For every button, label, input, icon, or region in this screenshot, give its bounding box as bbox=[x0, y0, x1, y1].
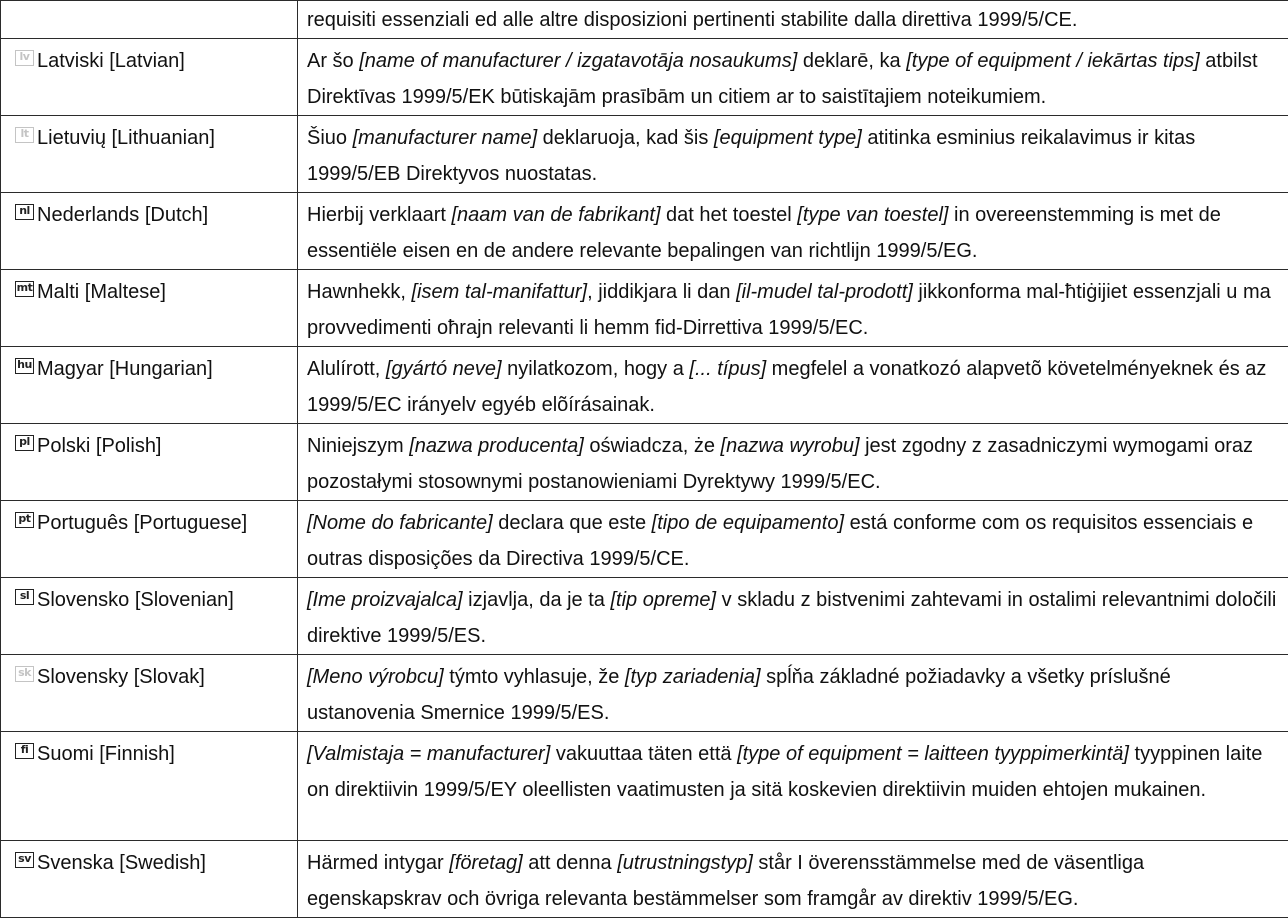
statement-text: izjavlja, da je ta bbox=[463, 589, 611, 611]
statement-text: vakuuttaa täten että bbox=[550, 743, 737, 765]
placeholder-text: [företag] bbox=[449, 852, 522, 874]
placeholder-text: [naam van de fabrikant] bbox=[451, 204, 660, 226]
language-cell bbox=[1, 39, 298, 116]
language-name: Nederlands [Dutch] bbox=[37, 204, 208, 226]
statement-text: jest zgodny z zasadniczymi wymogami oraz pozostałymi stosownymi postanowieniami Dyrektywy 1999/5/EC. bbox=[307, 435, 1253, 493]
placeholder-text: [typ zariadenia] bbox=[625, 666, 761, 688]
statement-text: oświadcza, że bbox=[584, 435, 721, 457]
placeholder-text: [il-mudel tal-prodott] bbox=[736, 281, 913, 303]
statement-text: v skladu z bistvenimi zahtevami in ostalimi relevantnimi določili direktive 1999/5/ES. bbox=[307, 589, 1276, 647]
declaration-text bbox=[298, 347, 1288, 424]
statement-text: Niniejszym bbox=[307, 435, 409, 457]
placeholder-text: [type of equipment / iekārtas tips] bbox=[906, 50, 1200, 72]
placeholder-text: [gyártó neve] bbox=[386, 358, 502, 380]
declaration-text bbox=[298, 655, 1288, 732]
pt-flag-icon: pt bbox=[15, 512, 34, 528]
placeholder-text: [type van toestel] bbox=[797, 204, 948, 226]
pl-flag-icon: pl bbox=[15, 435, 34, 451]
statement-text: deklaruoja, kad šis bbox=[537, 127, 714, 149]
statement-text: Hawnhekk, bbox=[307, 281, 412, 303]
nl-flag-icon: nl bbox=[15, 204, 34, 220]
placeholder-text: [tip opreme] bbox=[610, 589, 716, 611]
table-row bbox=[1, 1, 1288, 39]
placeholder-text: [Nome do fabricante] bbox=[307, 512, 493, 534]
language-name: Polski [Polish] bbox=[37, 435, 162, 457]
language-cell bbox=[1, 270, 298, 347]
fi-flag-icon: fi bbox=[15, 743, 34, 759]
statement-text: Hierbij verklaart bbox=[307, 204, 451, 226]
declaration-text bbox=[298, 116, 1288, 193]
language-cell bbox=[1, 116, 298, 193]
language-cell bbox=[1, 193, 298, 270]
declaration-text bbox=[298, 841, 1288, 918]
language-cell bbox=[1, 655, 298, 732]
declaration-rows bbox=[1, 1, 1288, 918]
table-row bbox=[1, 39, 1288, 116]
language-cell bbox=[1, 424, 298, 501]
placeholder-text: [Meno výrobcu] bbox=[307, 666, 444, 688]
placeholder-text: [type of equipment = laitteen tyyppimerkintä] bbox=[737, 743, 1129, 765]
language-name: Lietuvių [Lithuanian] bbox=[37, 127, 215, 149]
language-name: Malti [Maltese] bbox=[37, 281, 166, 303]
language-name: Svenska [Swedish] bbox=[37, 852, 206, 874]
sl-flag-icon: sl bbox=[15, 589, 34, 605]
statement-text: Šiuo bbox=[307, 127, 353, 149]
placeholder-text: [... típus] bbox=[689, 358, 766, 380]
language-name: Magyar [Hungarian] bbox=[37, 358, 213, 380]
table-row bbox=[1, 193, 1288, 270]
declaration-text bbox=[298, 39, 1288, 116]
table-row bbox=[1, 578, 1288, 655]
statement-text: atbilst Direktīvas 1999/5/EK būtiskajām prasībām un citiem ar to saistītajiem noteikumiem. bbox=[307, 50, 1258, 108]
declaration-text bbox=[298, 270, 1288, 347]
statement-text: megfelel a vonatkozó alapvetõ követelményeknek és az 1999/5/EC irányelv egyéb elõírásainak. bbox=[307, 358, 1266, 416]
statement-text: jikkonforma mal-ħtiġijiet essenzjali u ma provvedimenti oħrajn relevanti li hemm fid-Dirrettiva 1999/5/EC. bbox=[307, 281, 1271, 339]
statement-text: , jiddikjara li dan bbox=[587, 281, 736, 303]
declaration-text bbox=[298, 501, 1288, 578]
language-cell bbox=[1, 732, 298, 841]
statement-text: dat het toestel bbox=[661, 204, 798, 226]
language-name: Slovensko [Slovenian] bbox=[37, 589, 234, 611]
lv-flag-icon: lv bbox=[15, 50, 34, 66]
language-name: Latviski [Latvian] bbox=[37, 50, 185, 72]
language-cell bbox=[1, 347, 298, 424]
mt-flag-icon: mt bbox=[15, 281, 34, 297]
placeholder-text: [nazwa wyrobu] bbox=[721, 435, 860, 457]
declaration-text bbox=[298, 1, 1288, 39]
placeholder-text: [nazwa producenta] bbox=[409, 435, 584, 457]
declaration-text bbox=[298, 732, 1288, 841]
statement-text: deklarē, ka bbox=[797, 50, 906, 72]
table-row bbox=[1, 655, 1288, 732]
statement-text: declara que este bbox=[493, 512, 652, 534]
table-row bbox=[1, 732, 1288, 841]
sk-flag-icon: sk bbox=[15, 666, 34, 682]
statement-text: spĺňa základné požiadavky a všetky príslušné ustanovenia Smernice 1999/5/ES. bbox=[307, 666, 1171, 724]
declaration-text bbox=[298, 193, 1288, 270]
table-row bbox=[1, 347, 1288, 424]
statement-text: att denna bbox=[523, 852, 618, 874]
statement-text: requisiti essenziali ed alle altre disposizioni pertinenti stabilite dalla direttiva 1999/5/CE. bbox=[307, 9, 1077, 31]
placeholder-text: [manufacturer name] bbox=[353, 127, 538, 149]
placeholder-text: [Valmistaja = manufacturer] bbox=[307, 743, 550, 765]
language-cell bbox=[1, 841, 298, 918]
table-row bbox=[1, 501, 1288, 578]
table-row bbox=[1, 424, 1288, 501]
table-row bbox=[1, 270, 1288, 347]
statement-text: está conforme com os requisitos essenciais e outras disposições da Directiva 1999/5/CE. bbox=[307, 512, 1253, 570]
statement-text: in overeenstemming is met de essentiële eisen en de andere relevante bepalingen van richtlijn 1999/5/EG. bbox=[307, 204, 1221, 262]
placeholder-text: [tipo de equipamento] bbox=[652, 512, 844, 534]
statement-text: Ar šo bbox=[307, 50, 359, 72]
language-name: Suomi [Finnish] bbox=[37, 743, 175, 765]
statement-text: Alulírott, bbox=[307, 358, 386, 380]
declaration-text bbox=[298, 424, 1288, 501]
lt-flag-icon: lt bbox=[15, 127, 34, 143]
language-cell bbox=[1, 578, 298, 655]
sv-flag-icon: sv bbox=[15, 852, 34, 868]
language-cell bbox=[1, 1, 298, 39]
statement-text: týmto vyhlasuje, že bbox=[444, 666, 625, 688]
language-name: Slovensky [Slovak] bbox=[37, 666, 205, 688]
table-row bbox=[1, 841, 1288, 918]
placeholder-text: [name of manufacturer / izgatavotāja nosaukums] bbox=[359, 50, 797, 72]
language-name: Português [Portuguese] bbox=[37, 512, 247, 534]
statement-text: nyilatkozom, hogy a bbox=[502, 358, 690, 380]
statement-text: atitinka esminius reikalavimus ir kitas 1999/5/EB Direktyvos nuostatas. bbox=[307, 127, 1195, 185]
statement-text: tyyppinen laite on direktiivin 1999/5/EY oleellisten vaatimusten ja sitä koskevien direktiivin muiden ehtojen mukainen. bbox=[307, 743, 1262, 801]
placeholder-text: [isem tal-manifattur] bbox=[412, 281, 588, 303]
placeholder-text: [equipment type] bbox=[714, 127, 862, 149]
placeholder-text: [utrustningstyp] bbox=[617, 852, 753, 874]
language-cell bbox=[1, 501, 298, 578]
declaration-text bbox=[298, 578, 1288, 655]
hu-flag-icon: hu bbox=[15, 358, 34, 374]
statement-text: Härmed intygar bbox=[307, 852, 449, 874]
table-row bbox=[1, 116, 1288, 193]
placeholder-text: [Ime proizvajalca] bbox=[307, 589, 463, 611]
statement-text: står I överensstämmelse med de väsentliga egenskapskrav och övriga relevanta bestämmelser som framgår av direktiv 1999/5/EG. bbox=[307, 852, 1144, 910]
